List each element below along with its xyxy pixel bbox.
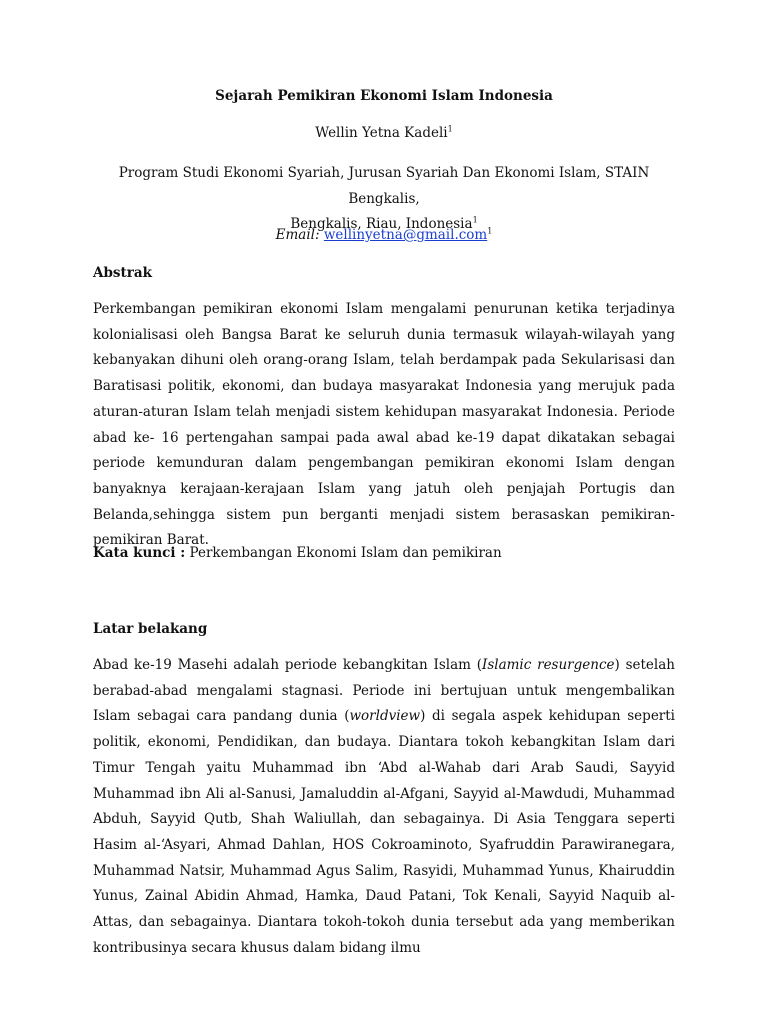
italic-term-1: Islamic resurgence bbox=[482, 657, 615, 673]
affiliation-line-1: Program Studi Ekonomi Syariah, Jurusan Syariah Dan Ekonomi Islam, STAIN Bengkalis, bbox=[118, 165, 650, 207]
email-label: Email: bbox=[275, 227, 320, 243]
author-name: Wellin Yetna Kadeli bbox=[315, 125, 448, 141]
keywords bbox=[93, 543, 675, 563]
author-superscript: 1 bbox=[447, 124, 453, 134]
email-line bbox=[93, 225, 675, 245]
section-text-part-1: Abad ke-19 Masehi adalah periode kebangkitan Islam ( bbox=[93, 657, 482, 673]
affiliation-line-2: Bengkalis, Riau, Indonesia bbox=[290, 216, 473, 232]
keywords-text: Perkembangan Ekonomi Islam dan pemikiran bbox=[189, 545, 502, 561]
email-link[interactable]: wellinyetna@gmail.com bbox=[323, 227, 488, 243]
section-heading: Latar belakang bbox=[93, 621, 208, 637]
abstract-text: Perkembangan pemikiran ekonomi Islam mengalami penurunan ketika terjadinya kolonialisasi oleh Bangsa Barat ke seluruh dunia termasuk wilayah-wilayah yang kebanyakan dihuni oleh orang-orang Islam, telah berdampak pada Sekularisasi dan Baratisasi politik, ekonomi, dan budaya masyarakat Indonesia yang merujuk pada aturan-aturan Islam telah menjadi sistem kehidupan masyarakat Indonesia. Periode abad ke- 16 pertengahan sampai pada awal abad ke-19 dapat dikatakan sebagai periode kemunduran dalam pengembangan pemikiran ekonomi Islam dengan banyaknya kerajaan-kerajaan Islam yang jatuh oleh penjajah Portugis dan Belanda,sehingga sistem pun berganti menjadi sistem berasaskan pemikiran-pemikiran Barat. bbox=[93, 301, 675, 549]
author-line bbox=[93, 123, 675, 143]
email-superscript: 1 bbox=[487, 226, 493, 236]
section-text-part-2: ) setelah berabad-abad mengalami stagnasi. Periode ini bertujuan untuk mengembalikan Islam sebagai cara pandang dunia ( bbox=[93, 657, 675, 725]
keywords-label: Kata kunci : bbox=[93, 545, 186, 561]
abstract-heading: Abstrak bbox=[93, 265, 152, 281]
affiliation-superscript: 1 bbox=[472, 215, 478, 225]
italic-term-2: worldview bbox=[349, 708, 421, 725]
section-text bbox=[93, 653, 675, 961]
paper-title: Sejarah Pemikiran Ekonomi Islam Indonesia bbox=[215, 88, 553, 104]
section-text-part-3: ) di segala aspek kehidupan seperti politik, ekonomi, Pendidikan, dan budaya. Diantara tokoh kebangkitan Islam dari Timur Tengah yaitu Muhammad ibn ‘Abd al-Wahab dari Arab Saudi, Sayyid Muhammad ibn Ali al-Sanusi, Jamaluddin al-Afgani, Sayyid al-Mawdudi, Muhammad Abduh, Sayyid Qutb, Shah Waliullah, dan sebagainya. Di Asia Tenggara seperti Hasim al-‘Asyari, Ahmad Dahlan, HOS Cokroaminoto, Syafruddin Parawiranegara, Muhammad Natsir, Muhammad Agus Salim, Rasyidi, Muhammad Yunus, Khairuddin Yunus, Zainal Abidin Ahmad, Hamka, Daud Patani, Tok Kenali, Sayyid Naquib al-Attas, dan sebagainya. Diantara tokoh-tokoh dunia tersebut ada yang memberikan kontribusinya secara khusus dalam bidang ilmu bbox=[93, 708, 675, 956]
